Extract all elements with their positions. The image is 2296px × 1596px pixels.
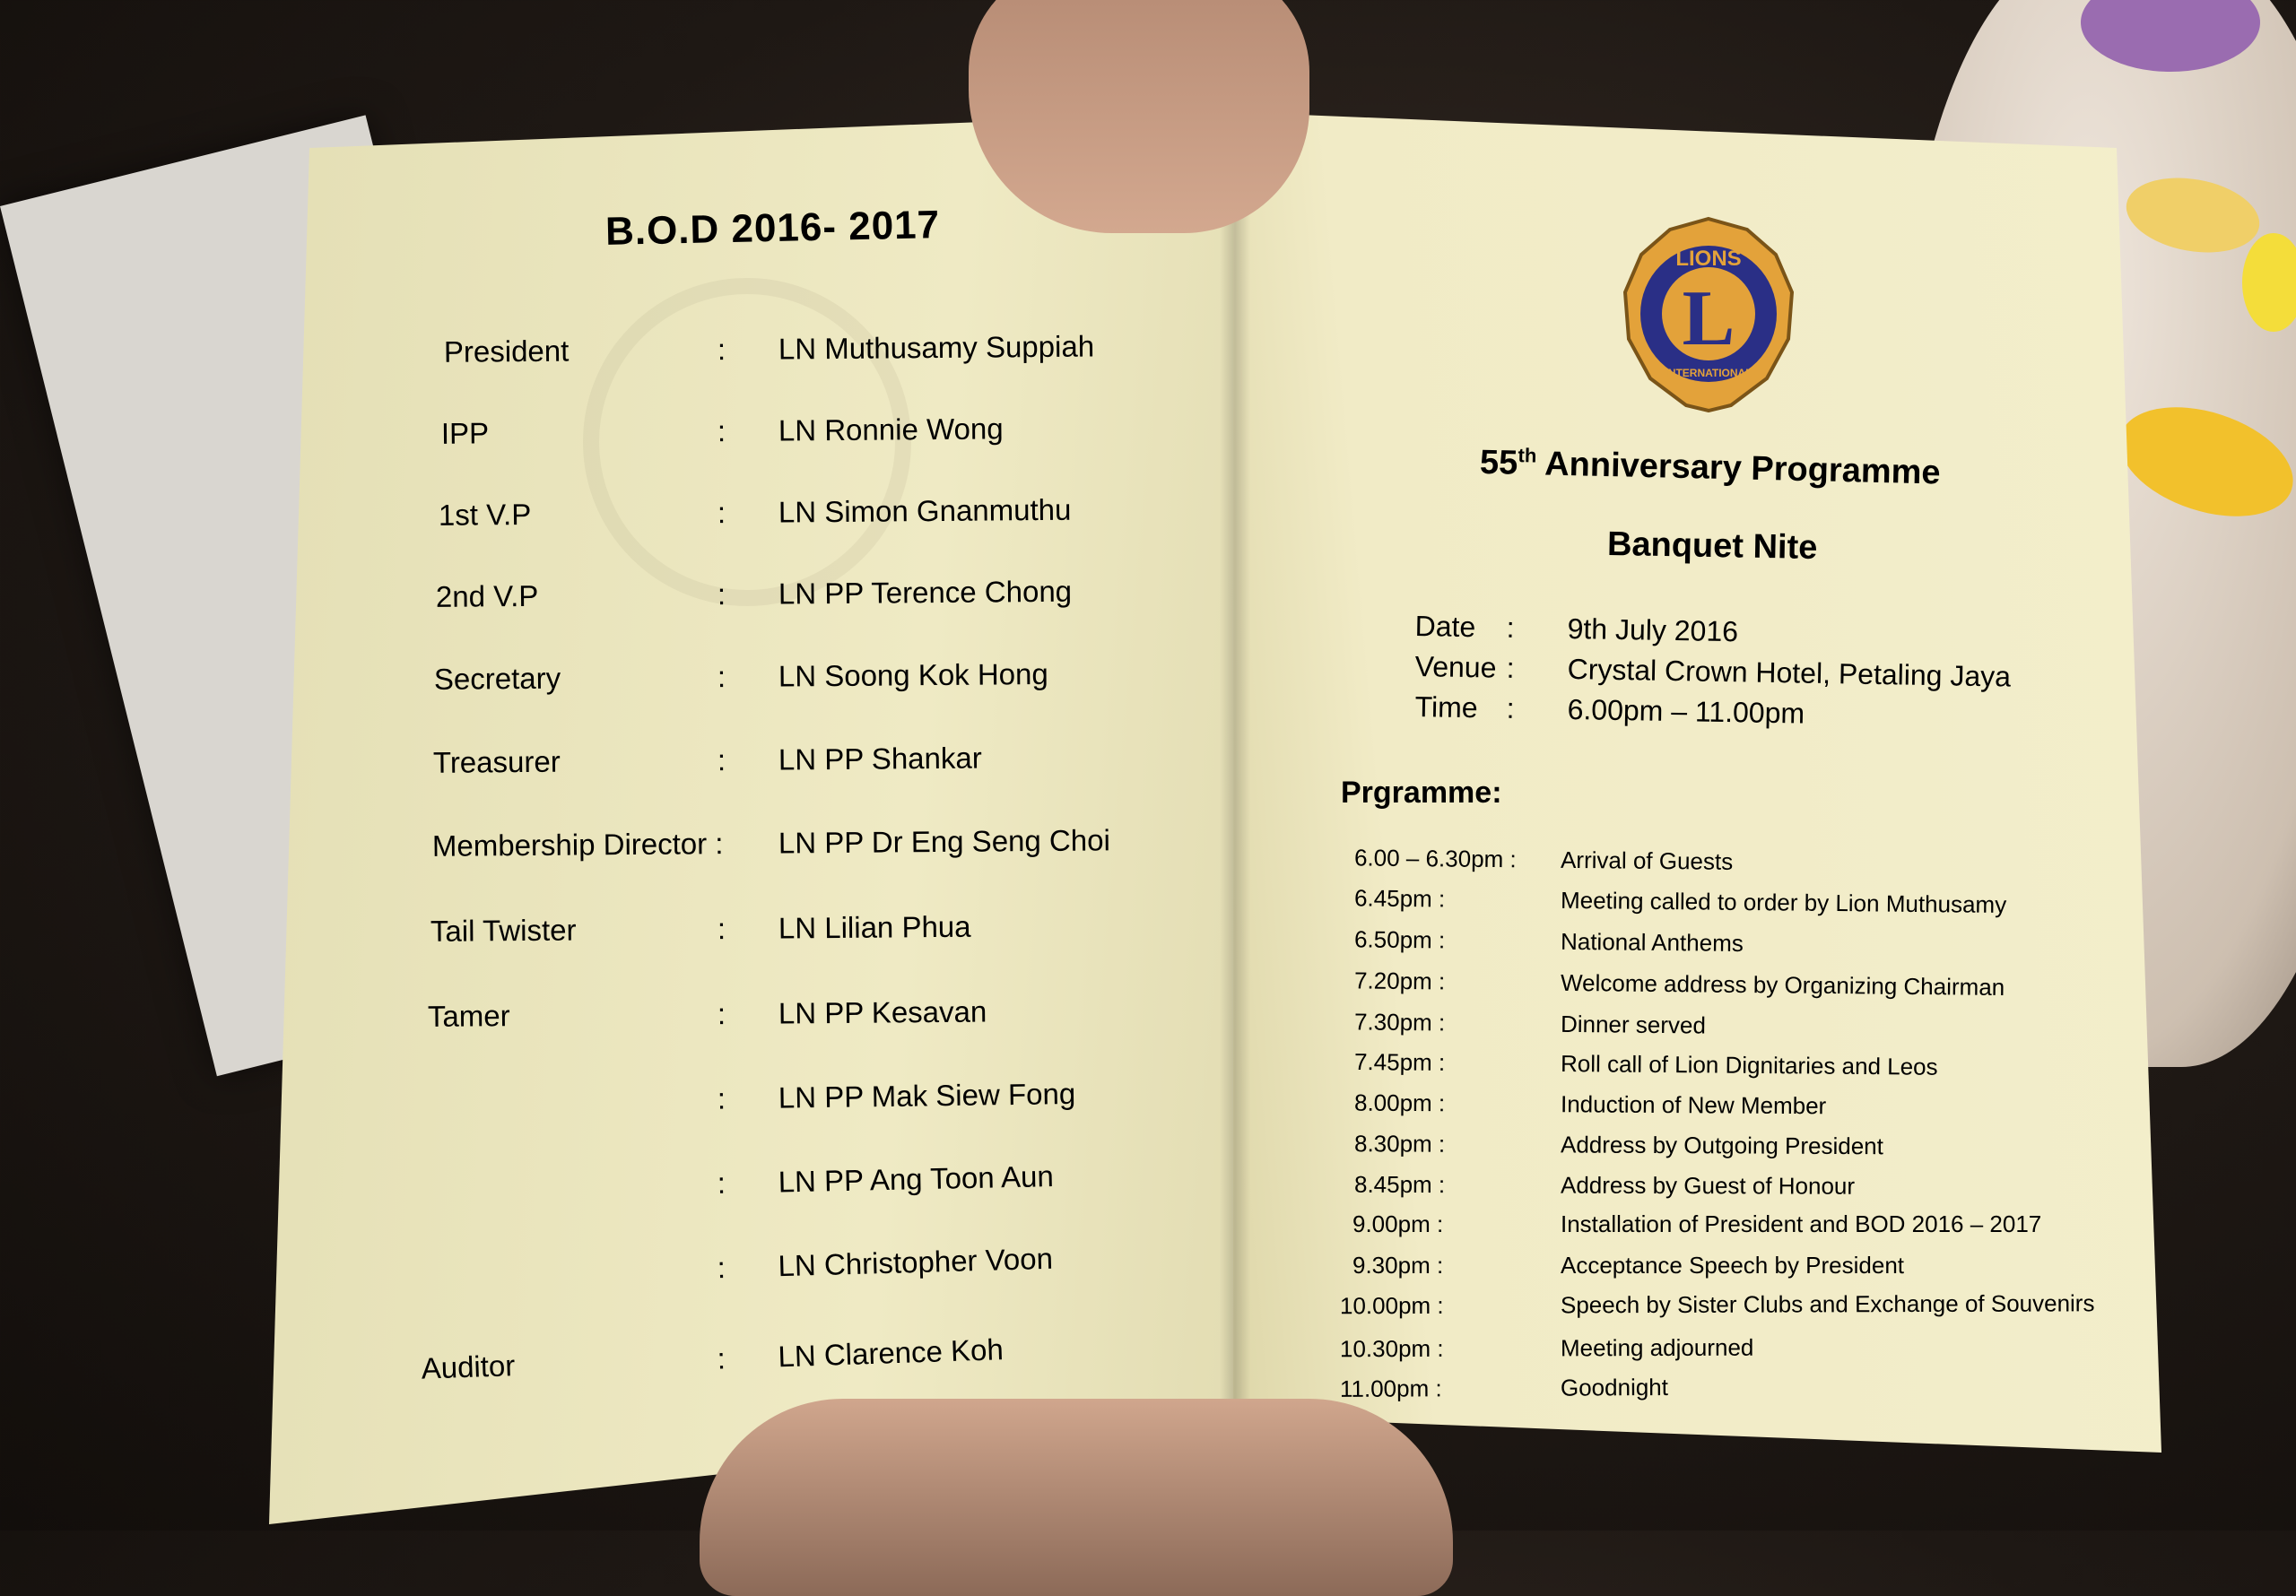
schedule-row — [0, 1210, 2296, 1250]
member-name: LN Christopher Voon — [778, 1241, 1054, 1283]
schedule-event: Speech by Sister Clubs and Exchange of Souvenirs — [1560, 1289, 2095, 1319]
role-label: Membership Director : — [431, 827, 724, 863]
schedule-event: Welcome address by Organizing Chairman — [1560, 968, 2005, 1002]
logo-letter: L — [1682, 275, 1735, 362]
colon: : — [1506, 611, 1515, 644]
bod-row — [0, 410, 1256, 474]
schedule-event: Address by Guest of Honour — [1560, 1171, 1856, 1200]
member-name: LN Simon Gnanmuthu — [778, 492, 1072, 529]
schedule-event: Meeting adjourned — [1560, 1333, 1754, 1362]
colon: : — [717, 912, 726, 946]
member-name: LN Clarence Koh — [777, 1332, 1004, 1374]
bod-row — [0, 655, 1256, 720]
role-label: Secretary — [433, 661, 561, 696]
colon: : — [717, 997, 726, 1031]
schedule-time: 6.00 – 6.30pm : — [1353, 844, 1517, 873]
schedule-row — [0, 1167, 2296, 1214]
schedule-time: 9.00pm : — [1352, 1210, 1444, 1237]
bod-row — [0, 491, 1256, 556]
info-value: Crystal Crown Hotel, Petaling Jaya — [1567, 652, 2012, 693]
info-label: Venue — [1414, 650, 1497, 684]
schedule-time: 6.50pm : — [1353, 925, 1446, 954]
colon: : — [717, 1166, 726, 1200]
logo-bottom-text: INTERNATIONAL — [1665, 367, 1752, 379]
schedule-row — [0, 1289, 2296, 1337]
schedule-time: 7.30pm : — [1353, 1008, 1446, 1037]
colon: : — [1506, 691, 1515, 724]
member-name: LN PP Mak Siew Fong — [778, 1077, 1076, 1115]
schedule-event: Meeting called to order by Lion Muthusamy — [1560, 886, 2007, 919]
banquet-subtitle: Banquet Nite — [1606, 525, 1818, 568]
schedule-time: 8.00pm : — [1353, 1089, 1446, 1117]
colon: : — [717, 414, 726, 448]
member-name: LN PP Terence Chong — [778, 574, 1073, 611]
title-number: 55 — [1479, 443, 1518, 482]
member-name: LN Muthusamy Suppiah — [778, 329, 1095, 366]
schedule-event: Goodnight — [1560, 1373, 1669, 1401]
info-label: Date — [1414, 610, 1476, 644]
schedule-time: 10.00pm : — [1339, 1291, 1444, 1320]
role-label: President — [443, 334, 570, 369]
colon: : — [717, 333, 726, 367]
logo-top-text: LIONS — [1675, 247, 1742, 271]
bod-row — [0, 573, 1256, 638]
role-label: Tail Twister — [430, 913, 577, 948]
member-name: LN Ronnie Wong — [778, 412, 1004, 447]
member-name: LN PP Shankar — [778, 741, 982, 776]
info-label: Time — [1414, 690, 1478, 724]
schedule-event: Installation of President and BOD 2016 – 2017 — [1561, 1210, 2042, 1237]
schedule-time: 8.30pm : — [1353, 1130, 1446, 1158]
colon: : — [717, 577, 726, 612]
colon: : — [717, 1081, 726, 1115]
schedule-event: Dinner served — [1560, 1010, 1707, 1039]
role-label: 1st V.P — [438, 497, 532, 532]
member-name: LN PP Dr Eng Seng Choi — [778, 823, 1110, 860]
schedule-event: Induction of New Member — [1560, 1090, 1827, 1120]
member-name: LN PP Kesavan — [778, 994, 987, 1030]
schedule-time: 7.20pm : — [1353, 967, 1446, 995]
role-label: 2nd V.P — [435, 578, 539, 613]
bod-row — [0, 328, 1256, 393]
schedule-event: Roll call of Lion Dignitaries and Leos — [1560, 1050, 1938, 1080]
colon: : — [1506, 651, 1515, 684]
schedule-row — [0, 1252, 2296, 1291]
hand-thumb-bottom — [700, 1399, 1453, 1596]
schedule-event: Address by Outgoing President — [1560, 1131, 1883, 1160]
schedule-time: 9.30pm : — [1352, 1252, 1444, 1279]
colon: : — [717, 660, 726, 694]
title-superscript: th — [1518, 444, 1537, 467]
role-label: IPP — [440, 416, 490, 450]
colon: : — [717, 743, 726, 777]
schedule-time: 10.30pm : — [1339, 1334, 1444, 1363]
role-label: Tamer — [427, 999, 510, 1033]
schedule-event: National Anthems — [1560, 927, 1744, 957]
member-name: LN PP Ang Toon Aun — [778, 1159, 1055, 1199]
lions-international-emblem-icon — [1613, 213, 1805, 412]
member-name: LN Lilian Phua — [778, 909, 971, 945]
colon: : — [717, 1250, 726, 1285]
schedule-time: 8.45pm : — [1353, 1170, 1446, 1199]
member-name: LN Soong Kok Hong — [778, 656, 1048, 693]
programme-heading: Prgramme: — [1341, 776, 1502, 810]
bod-title: B.O.D 2016- 2017 — [604, 203, 941, 254]
schedule-event: Acceptance Speech by President — [1561, 1252, 1905, 1279]
bod-row — [0, 739, 1256, 803]
schedule-time: 6.45pm : — [1353, 884, 1446, 913]
colon: : — [716, 1341, 726, 1375]
colon: : — [717, 496, 726, 530]
schedule-time: 11.00pm : — [1339, 1375, 1442, 1402]
hand-thumb-top — [969, 0, 1309, 233]
info-value: 6.00pm – 11.00pm — [1567, 692, 1805, 730]
role-label: Treasurer — [432, 744, 561, 779]
schedule-time: 7.45pm : — [1353, 1048, 1446, 1076]
schedule-event: Arrival of Guests — [1560, 846, 1734, 875]
title-text: Anniversary Programme — [1535, 445, 1942, 492]
role-label: Auditor — [421, 1349, 516, 1385]
info-value: 9th July 2016 — [1567, 612, 1739, 648]
